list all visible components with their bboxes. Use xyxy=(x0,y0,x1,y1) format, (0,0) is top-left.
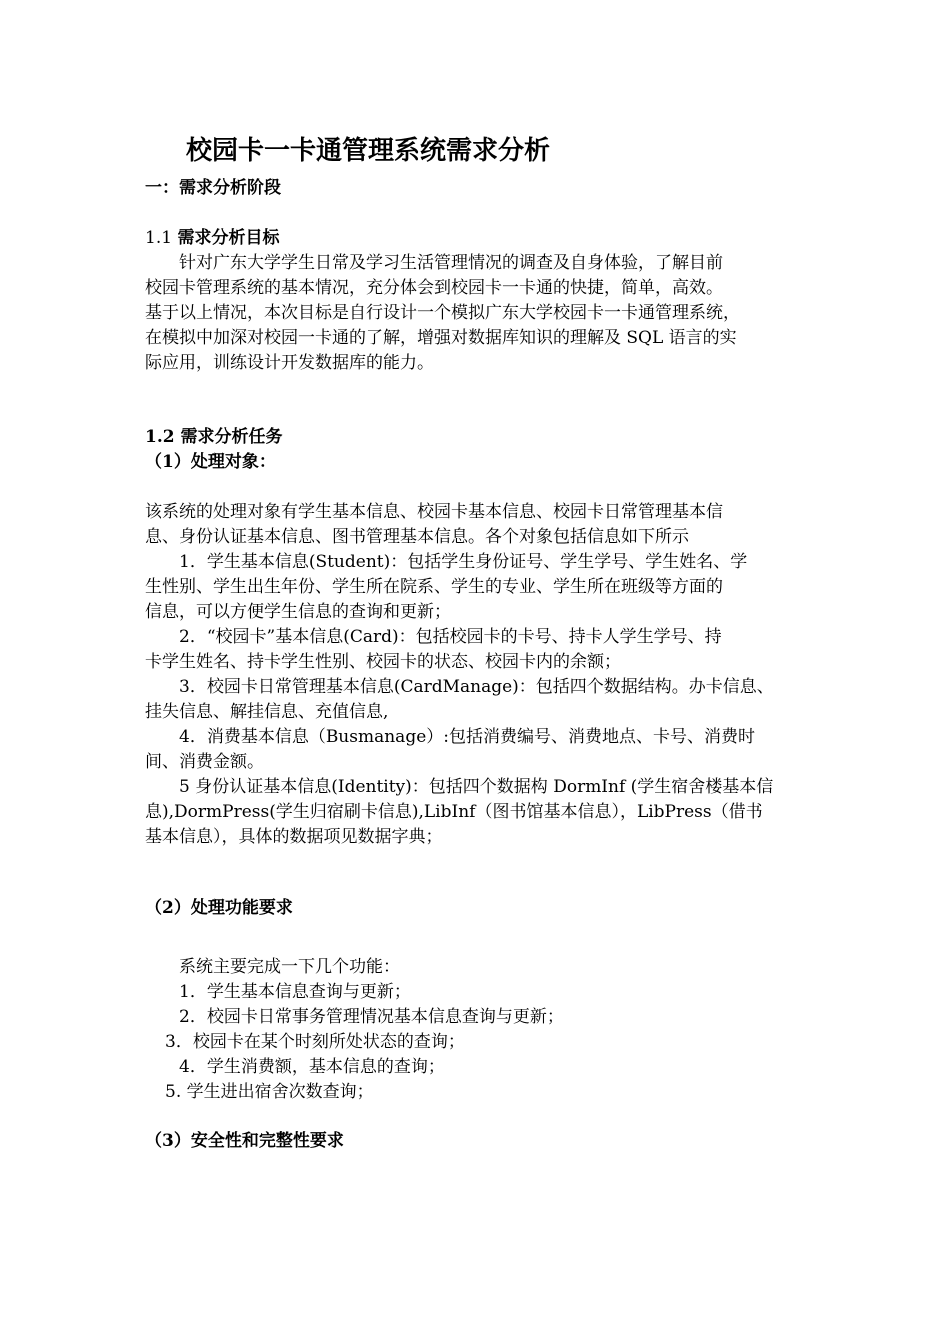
paragraph-line: 生性别、学生出生年份、学生所在院系、学生的专业、学生所在班级等方面的 xyxy=(145,577,723,597)
sub-heading-security: （3）安全性和完整性要求 xyxy=(145,1131,344,1151)
list-item: 5. 学生进出宿舍次数查询； xyxy=(165,1082,374,1102)
list-item: 2．校园卡日常事务管理情况基本信息查询与更新； xyxy=(179,1007,564,1027)
subsection-heading xyxy=(145,226,279,250)
sub-heading-functions: （2）处理功能要求 xyxy=(145,898,293,918)
paragraph-line: 际应用，训练设计开发数据库的能力。 xyxy=(145,353,434,373)
list-item: 5 身份认证基本信息(Identity)：包括四个数据构 DormInf (学生宿舍楼基本信 xyxy=(179,777,774,797)
page-title: 校园卡一卡通管理系统需求分析 xyxy=(186,136,551,166)
paragraph-line: 在模拟中加深对校园一卡通的了解，增强对数据库知识的理解及 SQL 语言的实 xyxy=(145,328,737,348)
subsection-number: 1.1 xyxy=(145,228,178,248)
paragraph-line: 挂失信息、解挂信息、充值信息, xyxy=(145,702,389,722)
paragraph-line: 针对广东大学学生日常及学习生活管理情况的调查及自身体验，了解目前 xyxy=(179,253,723,273)
list-item: 3．校园卡在某个时刻所处状态的查询； xyxy=(165,1032,465,1052)
subsection-label: 需求分析目标 xyxy=(177,228,280,248)
paragraph-line: 信息，可以方便学生信息的查询和更新； xyxy=(145,602,451,622)
paragraph-line: 基本信息），具体的数据项见数据字典； xyxy=(145,827,443,847)
list-item: 2．“校园卡”基本信息(Card)：包括校园卡的卡号、持卡人学生学号、持 xyxy=(179,627,722,647)
paragraph-line: 卡学生姓名、持卡学生性别、校园卡的状态、校园卡内的余额； xyxy=(145,652,621,672)
paragraph-line: 系统主要完成一下几个功能： xyxy=(179,957,400,977)
paragraph-line: 息、身份认证基本信息、图书管理基本信息。各个对象包括信息如下所示 xyxy=(145,527,689,547)
paragraph-line: 校园卡管理系统的基本情况，充分体会到校园卡一卡通的快捷，简单，高效。 xyxy=(145,278,723,298)
paragraph-line: 息),DormPress(学生归宿刷卡信息),LibInf（图书馆基本信息），LibPress（借书 xyxy=(145,802,763,822)
subsection-heading: 1.2 需求分析任务 xyxy=(145,427,283,447)
paragraph-line: 间、消费金额。 xyxy=(145,752,264,772)
section-heading: 一：需求分析阶段 xyxy=(145,178,281,198)
list-item: 4．学生消费额，基本信息的查询； xyxy=(179,1057,445,1077)
list-item: 1．学生基本信息查询与更新； xyxy=(179,982,411,1002)
paragraph-line: 基于以上情况，本次目标是自行设计一个模拟广东大学校园卡一卡通管理系统， xyxy=(145,303,740,323)
sub-heading-objects: （1）处理对象： xyxy=(145,452,276,472)
list-item: 3．校园卡日常管理基本信息(CardManage)：包括四个数据结构。办卡信息、 xyxy=(179,677,774,697)
list-item: 4．消费基本信息（Busmanage）:包括消费编号、消费地点、卡号、消费时 xyxy=(179,727,755,747)
list-item: 1．学生基本信息(Student)：包括学生身份证号、学生学号、学生姓名、学 xyxy=(179,552,748,572)
paragraph-line: 该系统的处理对象有学生基本信息、校园卡基本信息、校园卡日常管理基本信 xyxy=(145,502,723,522)
